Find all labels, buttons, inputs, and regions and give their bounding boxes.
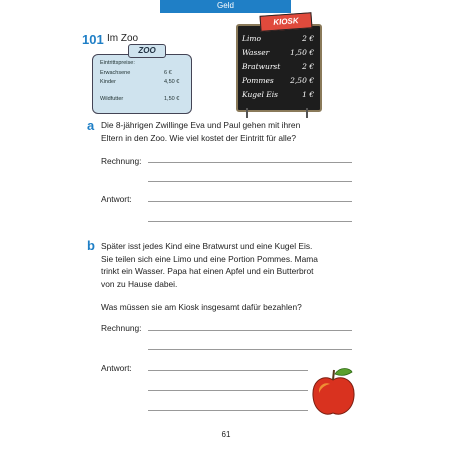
- zoo-price-label: Erwachsene: [100, 70, 131, 76]
- apple-icon: [310, 366, 356, 418]
- kiosk-price: 1 €: [302, 90, 314, 99]
- kiosk-leg: [246, 108, 248, 118]
- kiosk-row: [242, 76, 314, 85]
- antwort-label: Antwort:: [101, 363, 132, 373]
- answer-line[interactable]: [148, 201, 352, 202]
- task-title: Im Zoo: [107, 33, 139, 44]
- zoo-sign-heading: Eintrittspreise:: [100, 60, 135, 66]
- kiosk-leg: [306, 108, 308, 118]
- answer-line[interactable]: [148, 390, 308, 391]
- zoo-price-value: 1,50 €: [164, 96, 180, 102]
- kiosk-row: [242, 62, 314, 71]
- answer-line[interactable]: [148, 330, 352, 331]
- kiosk-row: [242, 48, 314, 57]
- answer-line[interactable]: [148, 370, 308, 371]
- answer-line[interactable]: [148, 410, 308, 411]
- answer-line[interactable]: [148, 181, 352, 182]
- kiosk-row: [242, 90, 314, 99]
- part-a-letter: a: [87, 118, 95, 133]
- part-a-text: [101, 119, 361, 144]
- rechnung-label: Rechnung:: [101, 156, 142, 166]
- kiosk-item: Wasser: [242, 48, 270, 57]
- kiosk-price-board: [236, 12, 328, 116]
- antwort-label: Antwort:: [101, 194, 132, 204]
- kiosk-price: 2 €: [302, 62, 314, 71]
- text-line: Die 8-jährigen Zwillinge Eva und Paul gehen mit ihren: [101, 120, 301, 130]
- text-line: Später isst jedes Kind eine Bratwurst und eine Kugel Eis.: [101, 241, 313, 251]
- zoo-price-value: 6 €: [164, 70, 172, 76]
- zoo-sign-plate: ZOO: [128, 44, 166, 58]
- part-b-letter: b: [87, 238, 95, 253]
- kiosk-item: Kugel Eis: [242, 90, 279, 99]
- kiosk-price: 2 €: [302, 34, 314, 43]
- answer-line[interactable]: [148, 221, 352, 222]
- kiosk-price: 2,50 €: [290, 76, 314, 85]
- kiosk-row: [242, 34, 314, 43]
- answer-line[interactable]: [148, 162, 352, 163]
- answer-line[interactable]: [148, 349, 352, 350]
- kiosk-item: Bratwurst: [242, 62, 281, 71]
- text-line: Sie teilen sich eine Limo und eine Portion Pommes. Mama: [101, 253, 318, 264]
- text-line: trinkt ein Wasser. Papa hat einen Apfel und ein Butterbrot: [101, 266, 314, 276]
- rechnung-label: Rechnung:: [101, 323, 142, 333]
- zoo-price-sign: [92, 44, 192, 114]
- zoo-price-label: Kinder: [100, 79, 116, 85]
- kiosk-title: KIOSK: [260, 12, 313, 32]
- part-b-question: Was müssen sie am Kiosk insgesamt dafür bezahlen?: [101, 302, 302, 312]
- text-line: von zu Hause dabei.: [101, 278, 178, 289]
- kiosk-price: 1,50 €: [290, 48, 314, 57]
- text-line: Eltern in den Zoo. Wie viel kostet der Eintritt für alle?: [101, 132, 297, 143]
- task-number: 101: [82, 32, 104, 47]
- zoo-price-value: 4,50 €: [164, 79, 180, 85]
- zoo-price-label: Wildfutter: [100, 96, 124, 102]
- page-number: 61: [221, 430, 231, 439]
- kiosk-item: Limo: [242, 34, 262, 43]
- kiosk-item: Pommes: [242, 76, 274, 85]
- chapter-tab: Geld: [160, 0, 291, 13]
- part-b-text: [101, 240, 361, 290]
